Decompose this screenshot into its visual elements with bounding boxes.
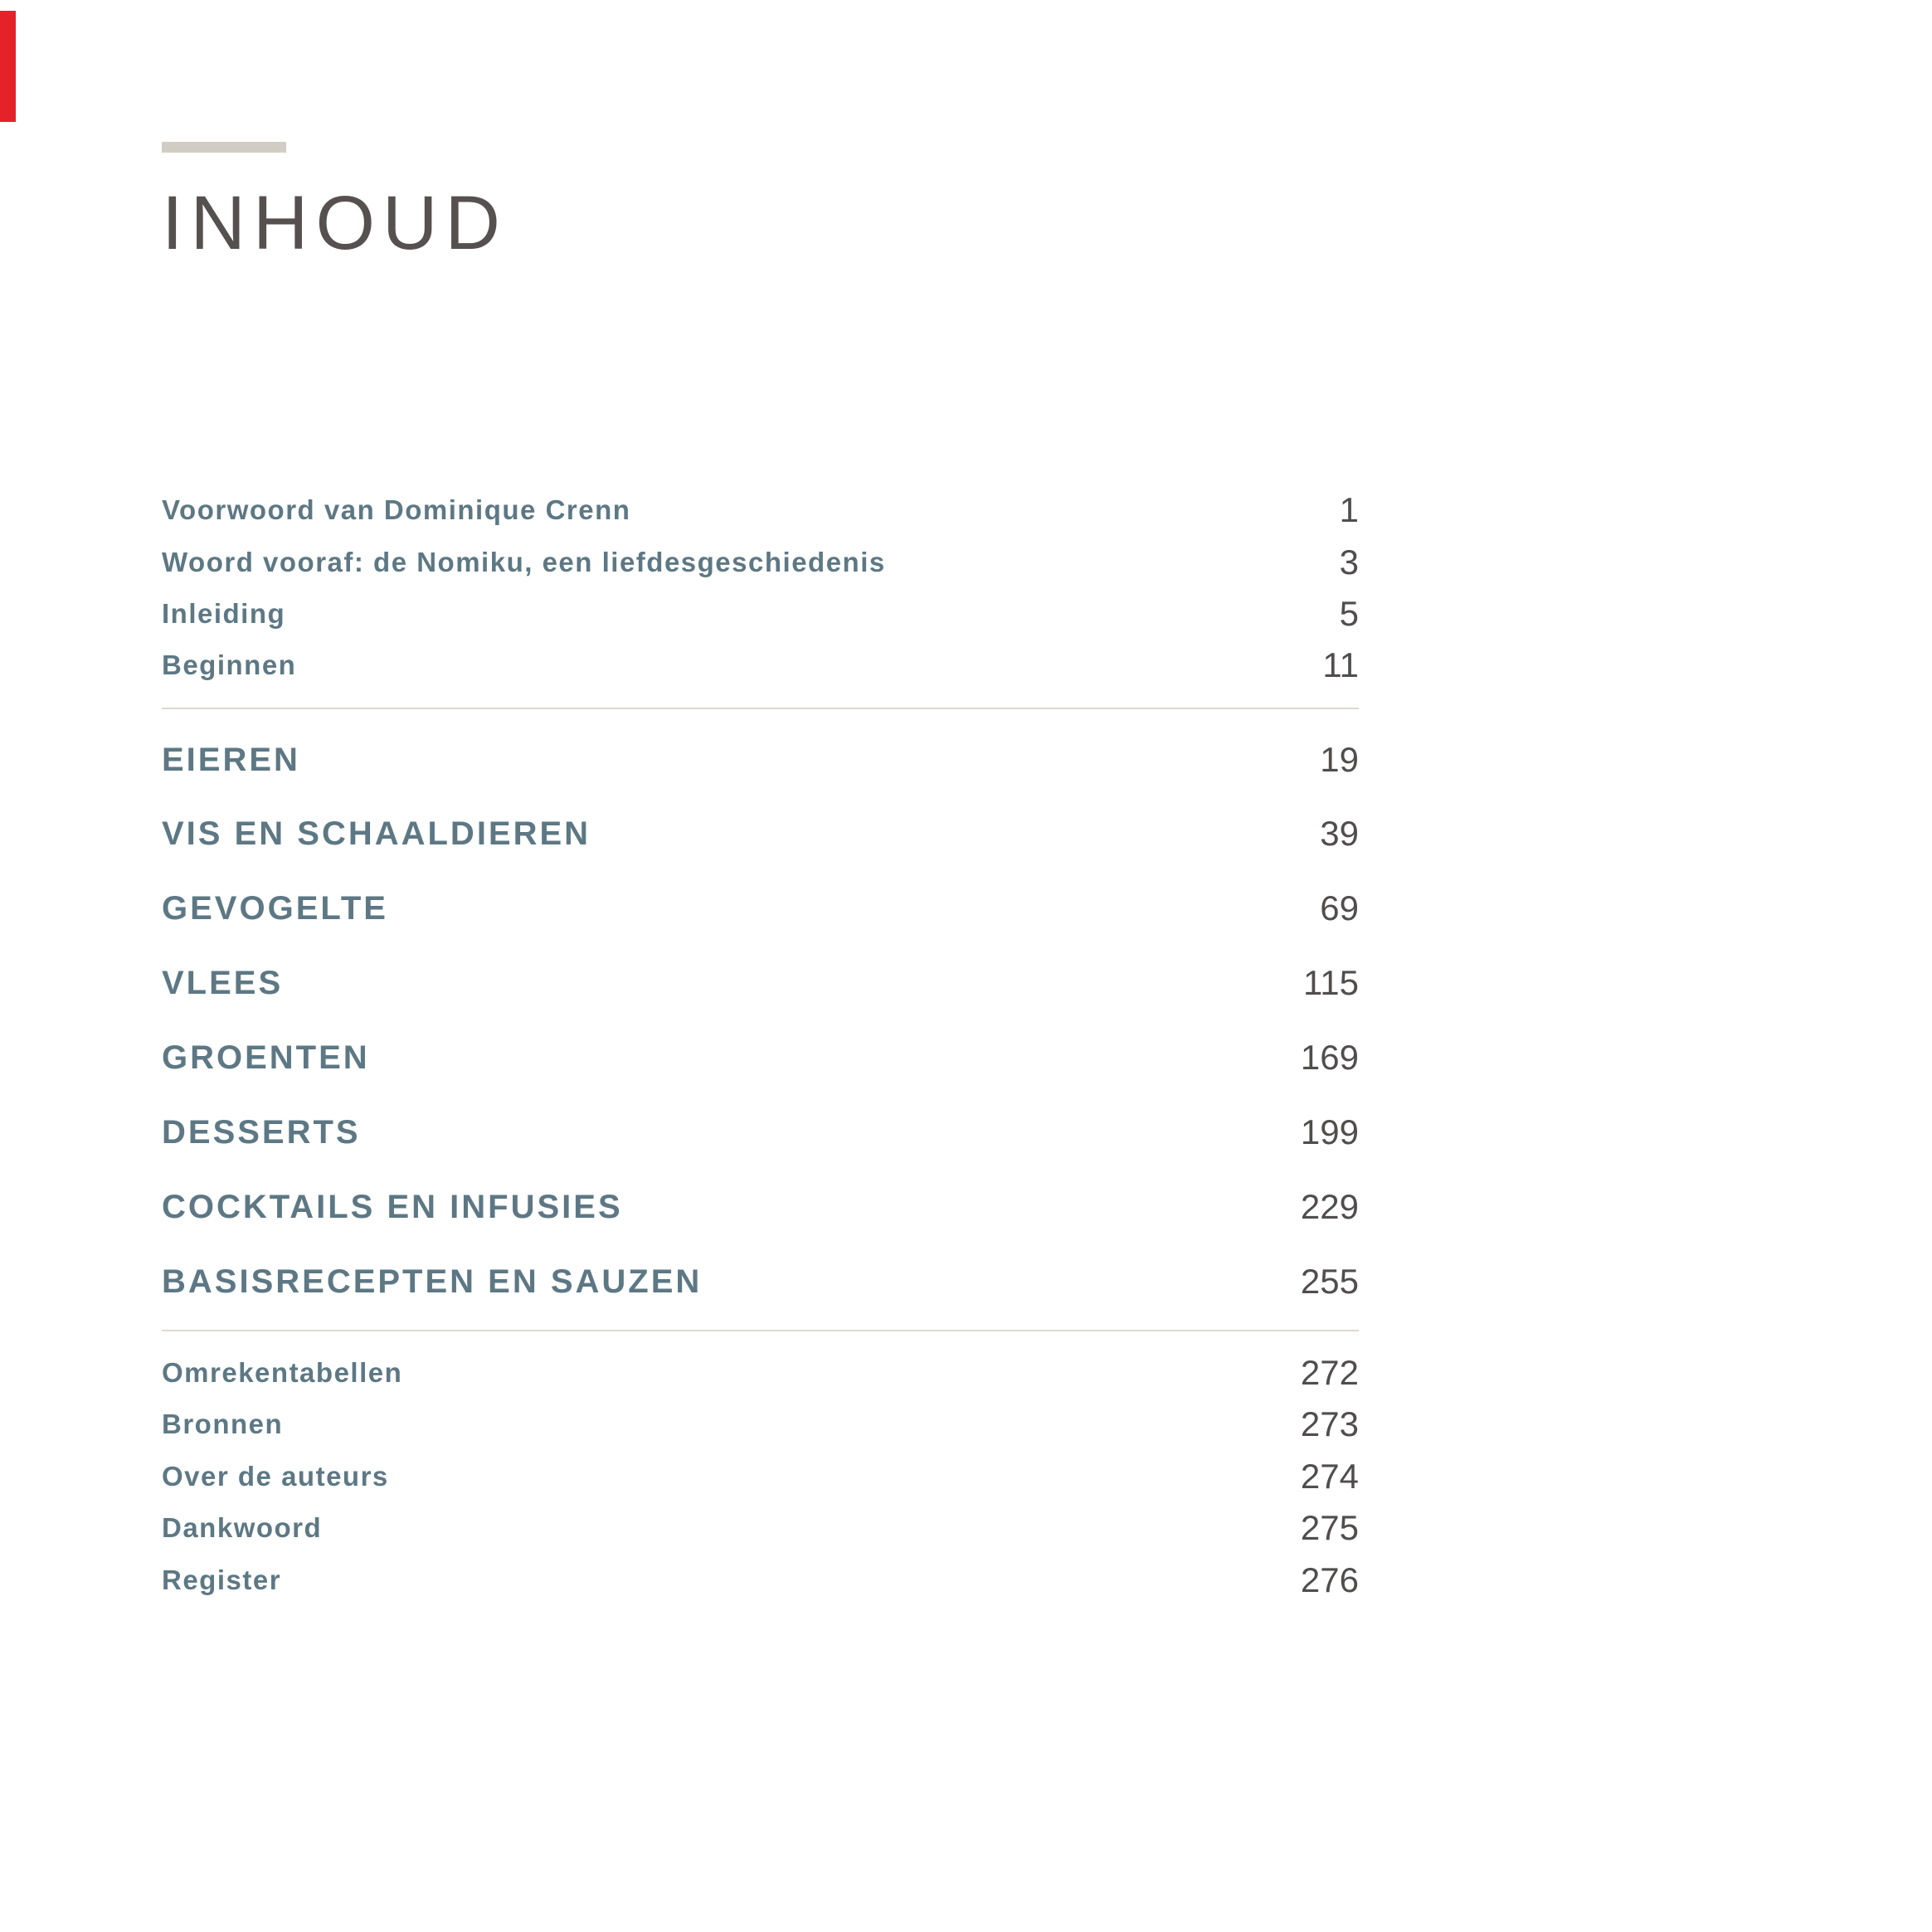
toc-chapter-label: DESSERTS [162, 1113, 361, 1151]
toc-row-desserts [162, 1109, 1359, 1156]
toc-row-beginnen [162, 646, 1359, 684]
toc-chapter-label: GROENTEN [162, 1039, 370, 1076]
toc-chapter-page: 229 [1300, 1187, 1359, 1226]
content-column [162, 0, 1359, 1932]
section-divider [162, 1330, 1359, 1331]
toc-entry-label: Inleiding [162, 598, 286, 629]
toc-chapter-label: VIS EN SCHAALDIEREN [162, 815, 591, 852]
toc-chapter-page: 255 [1300, 1262, 1359, 1301]
toc-row-gevogelte [162, 885, 1359, 932]
toc-row-dankwoord [162, 1509, 1359, 1547]
title-accent-bar [162, 142, 286, 153]
toc-chapter-page: 39 [1320, 814, 1359, 853]
toc-row-eieren [162, 737, 1359, 783]
toc-chapter-page: 169 [1300, 1038, 1359, 1077]
toc-entry-label: Voorwoord van Dominique Crenn [162, 494, 631, 525]
toc-entry-page: 5 [1339, 594, 1359, 633]
toc-row-vis-en-schaaldieren [162, 810, 1359, 857]
toc-row-inleiding [162, 595, 1359, 633]
toc-chapter-label: GEVOGELTE [162, 889, 388, 927]
toc-entry-label: Bronnen [162, 1409, 284, 1439]
red-edge-strip [0, 11, 16, 122]
toc-entry-label: Over de auteurs [162, 1461, 389, 1492]
toc-row-omrekentabellen [162, 1354, 1359, 1392]
toc-entry-page: 3 [1339, 543, 1359, 582]
toc-entry-page: 274 [1300, 1457, 1359, 1496]
page-title: INHOUD [162, 181, 508, 265]
toc-entry-label: Woord vooraf: de Nomiku, een liefdesgeschiedenis [162, 547, 886, 577]
toc-chapter-label: BASISRECEPTEN EN SAUZEN [162, 1263, 703, 1300]
toc-row-register [162, 1561, 1359, 1599]
toc-row-woord-vooraf [162, 543, 1359, 582]
toc-entry-page: 275 [1300, 1508, 1359, 1547]
toc-chapter-page: 199 [1300, 1112, 1359, 1151]
toc-entry-label: Beginnen [162, 650, 297, 680]
toc-row-over-de-auteurs [162, 1458, 1359, 1496]
toc-chapter-page: 115 [1303, 963, 1359, 1002]
toc-chapter-label: EIEREN [162, 741, 300, 778]
toc-entry-page: 1 [1339, 490, 1359, 529]
section-divider [162, 708, 1359, 709]
toc-row-voorwoord [162, 491, 1359, 529]
toc-chapter-label: COCKTAILS EN INFUSIES [162, 1188, 623, 1225]
toc-chapter-page: 19 [1320, 740, 1359, 779]
toc-entry-page: 272 [1300, 1353, 1359, 1392]
toc-entry-label: Omrekentabellen [162, 1357, 403, 1388]
toc-row-groenten [162, 1034, 1359, 1081]
toc-row-bronnen [162, 1405, 1359, 1443]
toc-entry-page: 11 [1322, 645, 1359, 684]
toc-row-basisrecepten-en-sauzen [162, 1258, 1359, 1305]
toc-entry-label: Register [162, 1565, 282, 1595]
toc-row-vlees [162, 960, 1359, 1006]
toc-chapter-page: 69 [1320, 888, 1359, 927]
toc-row-cocktails-en-infusies [162, 1184, 1359, 1230]
toc-entry-page: 273 [1300, 1404, 1359, 1443]
toc-entry-label: Dankwoord [162, 1512, 323, 1543]
toc-chapter-label: VLEES [162, 964, 284, 1001]
toc-entry-page: 276 [1300, 1560, 1359, 1599]
